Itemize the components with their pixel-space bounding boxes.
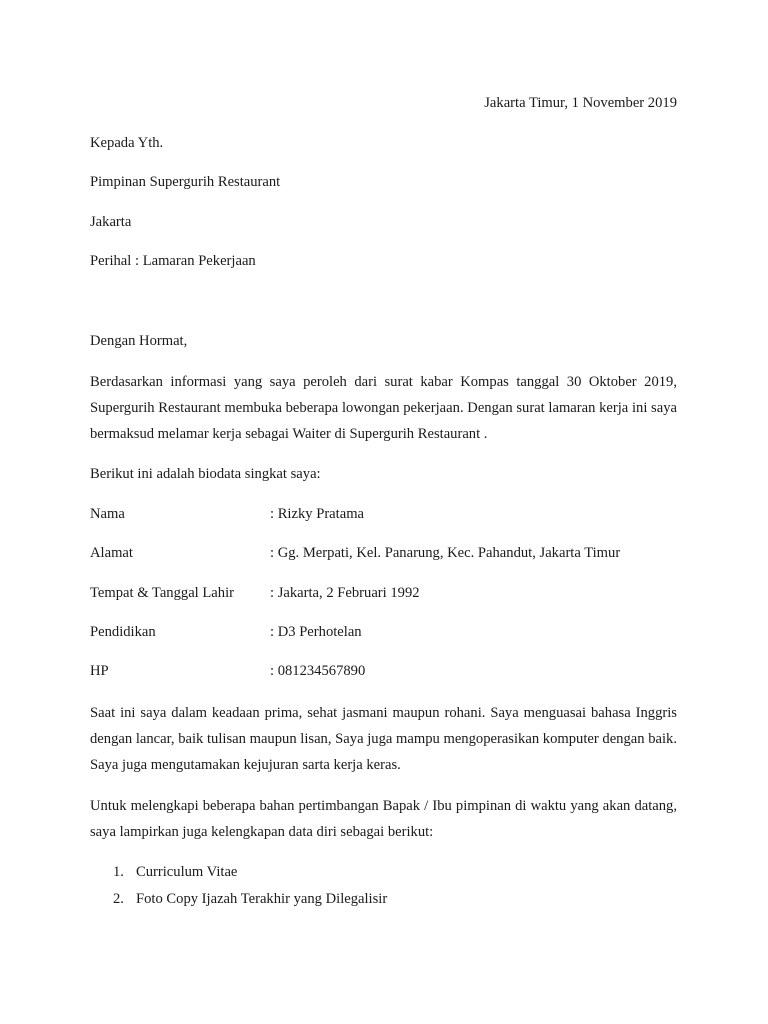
subject-line: Perihal : Lamaran Pekerjaan xyxy=(90,253,256,269)
intro-paragraph: Berdasarkan informasi yang saya peroleh dari surat kabar Kompas tanggal 30 Oktober 2019, Supergurih Restaurant membuka beberapa lowongan pekerjaan. Dengan surat lamaran kerja ini saya bermaksud melamar kerja sebagai Waiter di Supergurih Restaurant . xyxy=(90,374,677,442)
condition-paragraph: Saat ini saya dalam keadaan prima, sehat jasmani maupun rohani. Saya menguasai bahasa Inggris dengan lancar, baik tulisan maupun lisan, Saya juga mampu mengoperasikan komputer dengan baik. Saya juga mengutamakan kejujuran sarta kerja keras. xyxy=(90,705,677,773)
attachment-text: Foto Copy Ijazah Terakhir yang Dilegalisir xyxy=(136,891,388,907)
biodata-label: HP xyxy=(90,663,109,679)
biodata-value: : Gg. Merpati, Kel. Panarung, Kec. Pahandut, Jakarta Timur xyxy=(270,545,621,561)
place-date: Jakarta Timur, 1 November 2019 xyxy=(484,95,677,111)
biodata-value: : 081234567890 xyxy=(270,663,366,679)
attachment-item xyxy=(113,886,387,912)
attachment-number: 1. xyxy=(113,864,124,880)
attachment-text: Curriculum Vitae xyxy=(136,864,238,880)
biodata-row-education xyxy=(90,619,677,645)
recipient-salutation: Kepada Yth. xyxy=(90,135,164,151)
biodata-intro: Berikut ini adalah biodata singkat saya: xyxy=(90,466,321,482)
biodata-label: Alamat xyxy=(90,545,133,561)
biodata-row-address xyxy=(90,540,677,566)
attachment-item xyxy=(113,859,237,885)
biodata-value: : Rizky Pratama xyxy=(270,506,365,522)
biodata-label: Nama xyxy=(90,506,125,522)
attachment-paragraph: Untuk melengkapi beberapa bahan pertimbangan Bapak / Ibu pimpinan di waktu yang akan datang, saya lampirkan juga kelengkapan data diri sebagai berikut: xyxy=(90,798,677,840)
biodata-row-phone xyxy=(90,658,677,684)
recipient-name: Pimpinan Supergurih Restaurant xyxy=(90,174,281,190)
biodata-label: Pendidikan xyxy=(90,624,156,640)
biodata-row-name xyxy=(90,501,677,527)
greeting: Dengan Hormat, xyxy=(90,333,188,349)
recipient-city: Jakarta xyxy=(90,214,132,230)
biodata-value: : D3 Perhotelan xyxy=(270,624,362,640)
biodata-value: : Jakarta, 2 Februari 1992 xyxy=(270,585,420,601)
attachment-number: 2. xyxy=(113,891,124,907)
biodata-row-birth xyxy=(90,580,677,606)
biodata-label: Tempat & Tanggal Lahir xyxy=(90,585,234,601)
